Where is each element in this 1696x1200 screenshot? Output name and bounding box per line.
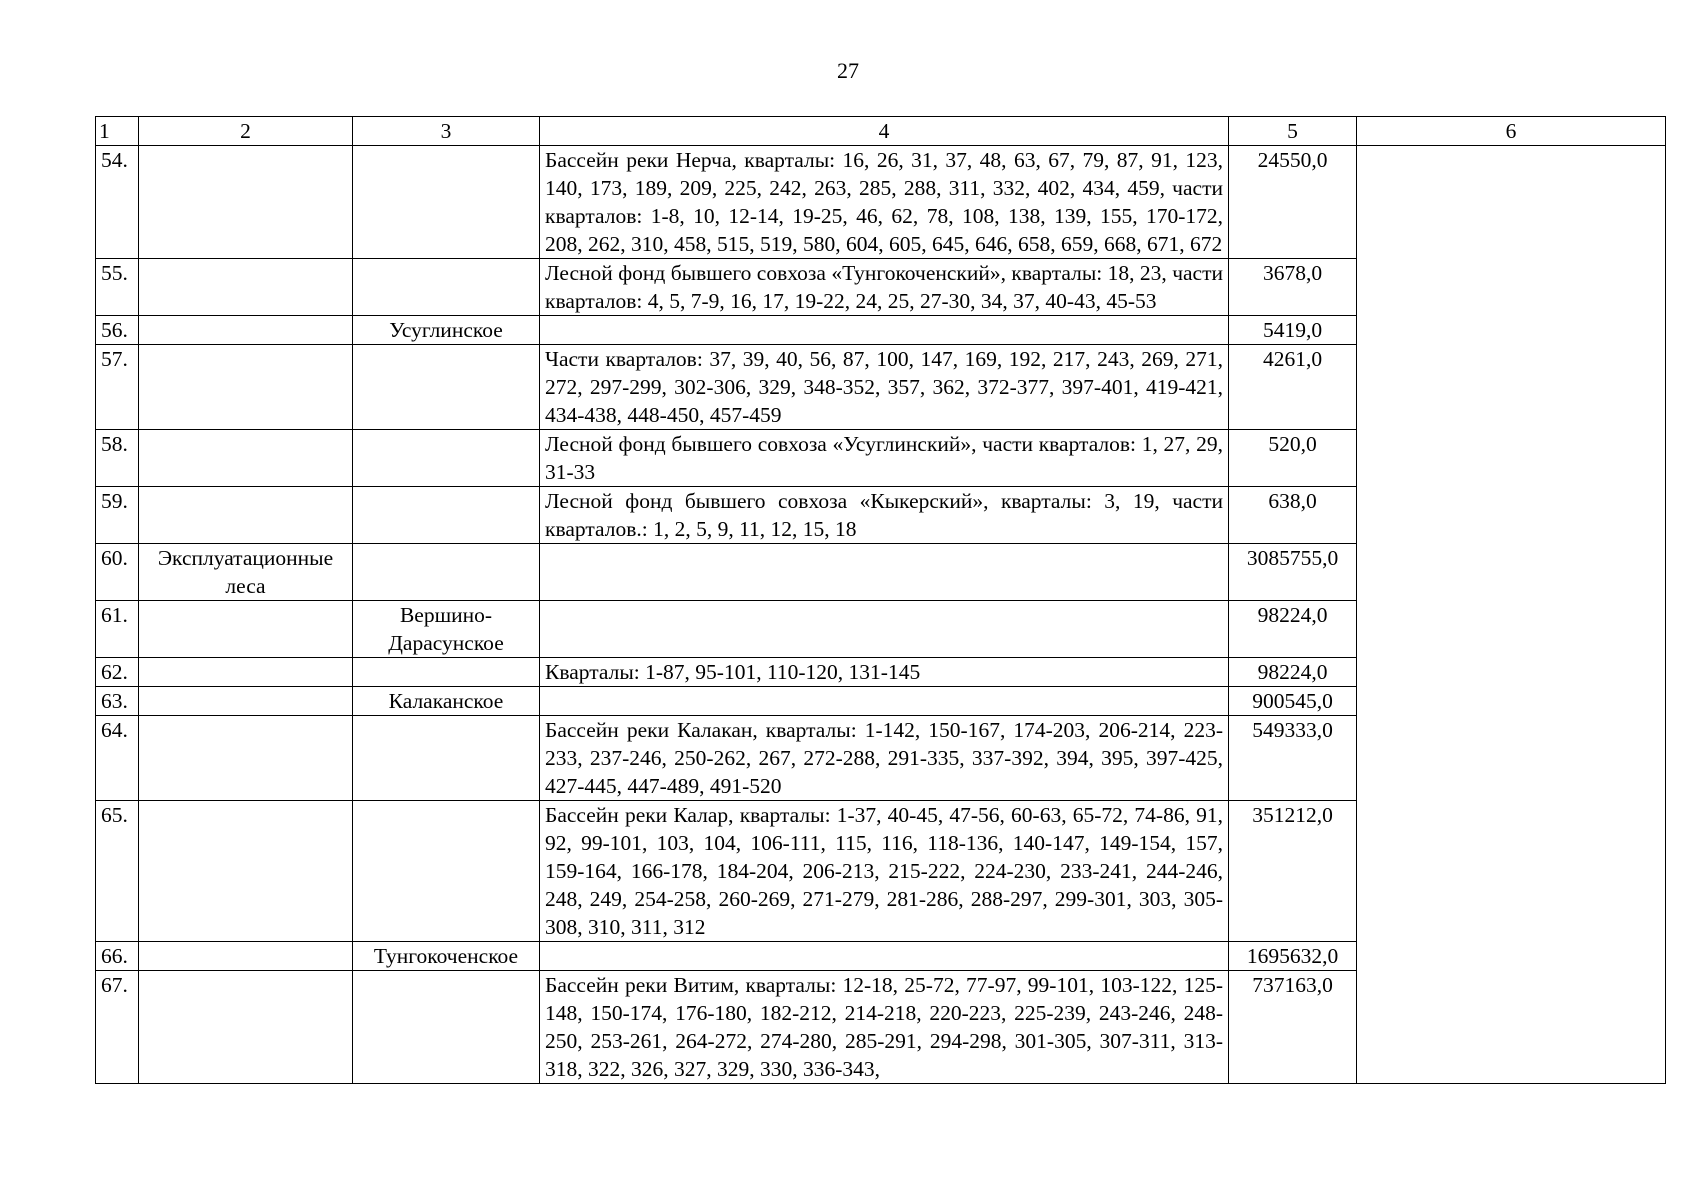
description-cell: Бассейн реки Витим, кварталы: 12-18, 25-72, 77-97, 99-101, 103-122, 125-148, 150-174, 176-180, 182-212, 214-218, 220-223, 225-239, 243-246, 248-250, 253-261, 264-272, 274-280, 285-291, 294-298, 301-305, 307-311, 313-318, 322, 326, 327, 329, 330, 336-343,: [540, 971, 1229, 1084]
row-number: 57.: [96, 345, 139, 430]
row-number: 67.: [96, 971, 139, 1084]
row-number: 58.: [96, 430, 139, 487]
column-header-6: 6: [1357, 117, 1666, 146]
table-row: [96, 146, 1666, 259]
description-cell: Лесной фонд бывшего совхоза «Усуглинский», части кварталов: 1, 27, 29, 31-33: [540, 430, 1229, 487]
category-cell: [139, 601, 353, 658]
description-cell: [540, 687, 1229, 716]
forestry-cell: [353, 259, 540, 316]
area-cell: 24550,0: [1229, 146, 1357, 259]
description-cell: Кварталы: 1-87, 95-101, 110-120, 131-145: [540, 658, 1229, 687]
area-cell: 1695632,0: [1229, 942, 1357, 971]
description-cell: [540, 601, 1229, 658]
row-number: 62.: [96, 658, 139, 687]
area-cell: 98224,0: [1229, 658, 1357, 687]
forestry-cell: Усуглинское: [353, 316, 540, 345]
area-cell: 98224,0: [1229, 601, 1357, 658]
row-number: 54.: [96, 146, 139, 259]
row-number: 56.: [96, 316, 139, 345]
category-cell: [139, 146, 353, 259]
column-header-2: 2: [139, 117, 353, 146]
category-cell: [139, 971, 353, 1084]
category-cell: [139, 687, 353, 716]
forestry-cell: Тунгокоченское: [353, 942, 540, 971]
category-cell: [139, 658, 353, 687]
description-cell: Бассейн реки Калар, кварталы: 1-37, 40-45, 47-56, 60-63, 65-72, 74-86, 91, 92, 99-101, 103, 104, 106-111, 115, 116, 118-136, 140-147, 149-154, 157, 159-164, 166-178, 184-204, 206-213, 215-222, 224-230, 233-241, 244-246, 248, 249, 254-258, 260-269, 271-279, 281-286, 288-297, 299-301, 303, 305-308, 310, 311, 312: [540, 801, 1229, 942]
row-number: 60.: [96, 544, 139, 601]
forestry-cell: [353, 430, 540, 487]
column-header-5: 5: [1229, 117, 1357, 146]
row-number: 65.: [96, 801, 139, 942]
column-header-1: 1: [96, 117, 139, 146]
notes-cell: [1357, 146, 1666, 1084]
area-cell: 900545,0: [1229, 687, 1357, 716]
area-cell: 4261,0: [1229, 345, 1357, 430]
column-header-3: 3: [353, 117, 540, 146]
category-cell: [139, 430, 353, 487]
forestry-cell: [353, 716, 540, 801]
row-number: 61.: [96, 601, 139, 658]
description-cell: [540, 544, 1229, 601]
category-cell: [139, 259, 353, 316]
forestry-cell: Вершино-Дарасунское: [353, 601, 540, 658]
forestry-cell: Калаканское: [353, 687, 540, 716]
description-cell: Бассейн реки Калакан, кварталы: 1-142, 150-167, 174-203, 206-214, 223-233, 237-246, 250-262, 267, 272-288, 291-335, 337-392, 394, 395, 397-425, 427-445, 447-489, 491-520: [540, 716, 1229, 801]
row-number: 66.: [96, 942, 139, 971]
area-cell: 549333,0: [1229, 716, 1357, 801]
row-number: 55.: [96, 259, 139, 316]
row-number: 59.: [96, 487, 139, 544]
forestry-cell: [353, 345, 540, 430]
category-cell: [139, 801, 353, 942]
category-cell: [139, 942, 353, 971]
area-cell: 638,0: [1229, 487, 1357, 544]
description-cell: [540, 942, 1229, 971]
area-cell: 520,0: [1229, 430, 1357, 487]
forestry-cell: [353, 658, 540, 687]
description-cell: Части кварталов: 37, 39, 40, 56, 87, 100, 147, 169, 192, 217, 243, 269, 271, 272, 297-299, 302-306, 329, 348-352, 357, 362, 372-377, 397-401, 419-421, 434-438, 448-450, 457-459: [540, 345, 1229, 430]
area-cell: 5419,0: [1229, 316, 1357, 345]
category-cell: [139, 716, 353, 801]
forestry-cell: [353, 801, 540, 942]
description-cell: Лесной фонд бывшего совхоза «Кыкерский», кварталы: 3, 19, части кварталов.: 1, 2, 5, 9, 11, 12, 15, 18: [540, 487, 1229, 544]
forestry-cell: [353, 544, 540, 601]
area-cell: 3678,0: [1229, 259, 1357, 316]
category-cell: [139, 316, 353, 345]
row-number: 63.: [96, 687, 139, 716]
forestry-cell: [353, 487, 540, 544]
forestry-cell: [353, 971, 540, 1084]
category-cell: Эксплуатационные леса: [139, 544, 353, 601]
forestry-cell: [353, 146, 540, 259]
description-cell: Лесной фонд бывшего совхоза «Тунгокоченский», кварталы: 18, 23, части кварталов: 4, 5, 7-9, 16, 17, 19-22, 24, 25, 27-30, 34, 37, 40-43, 45-53: [540, 259, 1229, 316]
category-cell: [139, 345, 353, 430]
area-cell: 3085755,0: [1229, 544, 1357, 601]
area-cell: 737163,0: [1229, 971, 1357, 1084]
column-header-4: 4: [540, 117, 1229, 146]
header-row: [96, 117, 1666, 146]
area-cell: 351212,0: [1229, 801, 1357, 942]
page-number: 27: [837, 58, 859, 83]
description-cell: Бассейн реки Нерча, кварталы: 16, 26, 31, 37, 48, 63, 67, 79, 87, 91, 123, 140, 173, 189, 209, 225, 242, 263, 285, 288, 311, 332, 402, 434, 459, части кварталов: 1-8, 10, 12-14, 19-25, 46, 62, 78, 108, 138, 139, 155, 170-172, 208, 262, 310, 458, 515, 519, 580, 604, 605, 645, 646, 658, 659, 668, 671, 672: [540, 146, 1229, 259]
category-cell: [139, 487, 353, 544]
forest-register-table: [95, 116, 1666, 1084]
row-number: 64.: [96, 716, 139, 801]
description-cell: [540, 316, 1229, 345]
